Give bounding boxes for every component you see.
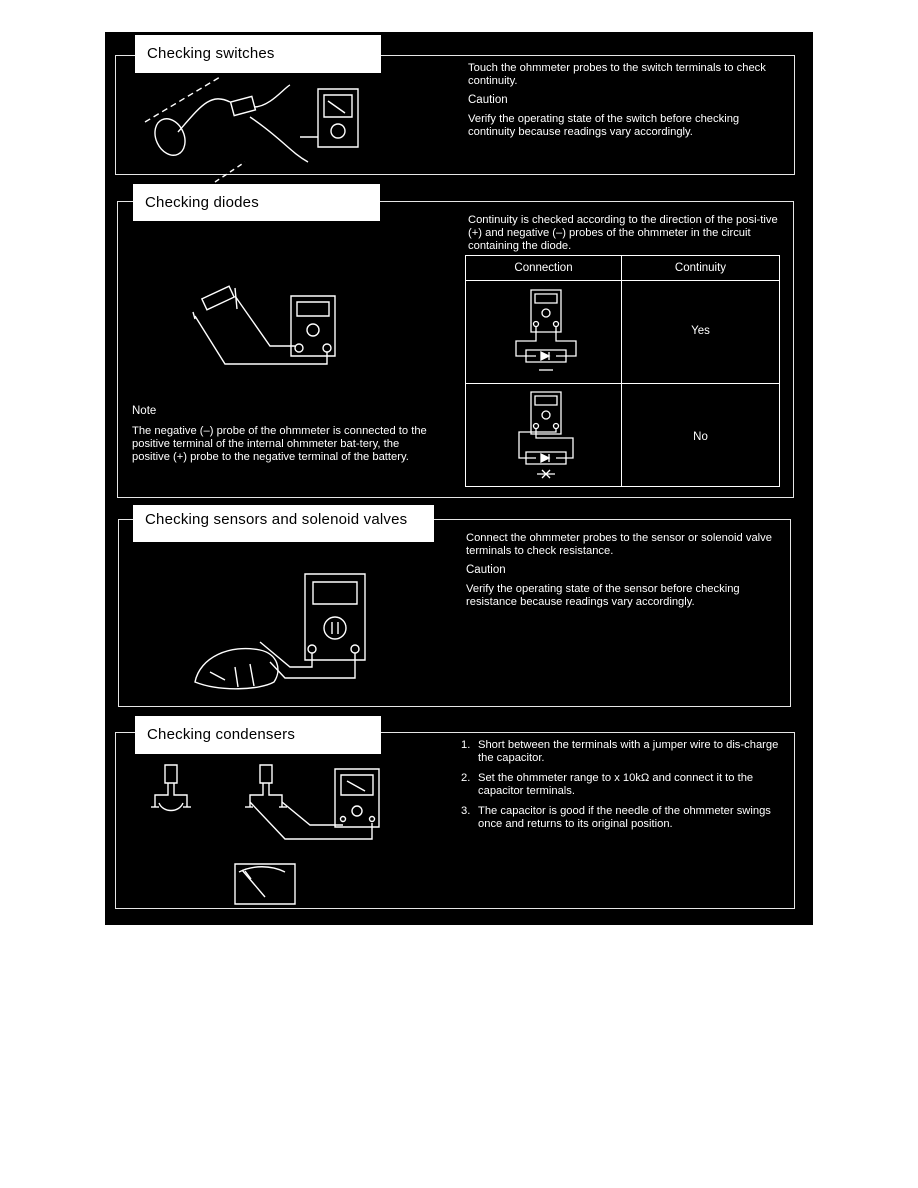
step-item — [459, 739, 779, 765]
column-header-continuity: Continuity — [674, 262, 727, 274]
step-item — [459, 805, 779, 831]
section-title: Checking switches — [135, 35, 381, 73]
caution-text: Verify the operating state of the switch before checking continuity because readings vary accordingly. — [468, 113, 740, 138]
switch-check-illustration — [140, 77, 370, 177]
note-label: Note — [132, 405, 157, 417]
diodes-instruction: Continuity is checked according to the direction of the posi-tive (+) and negative (–) probes of the ohmmeter in the circuit containing the diode. — [468, 214, 778, 252]
manual-page — [105, 32, 813, 925]
sensors-text — [466, 532, 776, 615]
step-number: 3. — [461, 805, 471, 817]
diode-check-illustration — [185, 284, 345, 374]
switches-instruction: Touch the ohmmeter probes to the switch terminals to check continuity. — [468, 62, 766, 87]
step-number: 2. — [461, 772, 471, 784]
step-number: 1. — [461, 739, 471, 751]
section-title: Checking sensors and solenoid valves — [133, 505, 434, 542]
forward-connection-diagram — [511, 286, 581, 378]
step-text: The capacitor is good if the needle of the ohmmeter swings once and returns to its original position. — [478, 805, 771, 830]
condenser-check-illustration — [145, 757, 385, 912]
section-title: Checking diodes — [133, 184, 380, 221]
caution-label: Caution — [468, 94, 508, 106]
continuity-value: Yes — [691, 325, 710, 337]
caution-label: Caution — [466, 564, 506, 576]
sensor-check-illustration — [190, 572, 375, 694]
step-item — [459, 772, 779, 798]
condenser-steps — [459, 739, 779, 831]
sensors-instruction: Connect the ohmmeter probes to the sensor or solenoid valve terminals to check resistance. — [466, 532, 772, 557]
section-title: Checking condensers — [135, 716, 381, 754]
column-header-connection: Connection — [514, 262, 573, 274]
diodes-note — [132, 405, 432, 470]
switches-text — [468, 62, 768, 145]
condensers-text — [459, 739, 779, 838]
continuity-value: No — [693, 431, 708, 443]
note-text: The negative (–) probe of the ohmmeter is connected to the positive terminal of the internal ohmmeter bat-tery, the positive (+) probe to the negative terminal of the battery. — [132, 425, 427, 463]
step-text: Short between the terminals with a jumper wire to dis-charge the capacitor. — [478, 739, 779, 764]
continuity-table — [465, 255, 780, 487]
caution-text: Verify the operating state of the sensor before checking resistance because readings vary accordingly. — [466, 583, 740, 608]
diodes-text — [468, 214, 780, 259]
step-text: Set the ohmmeter range to x 10kΩ and connect it to the capacitor terminals. — [478, 772, 754, 797]
reverse-connection-diagram — [511, 388, 581, 482]
